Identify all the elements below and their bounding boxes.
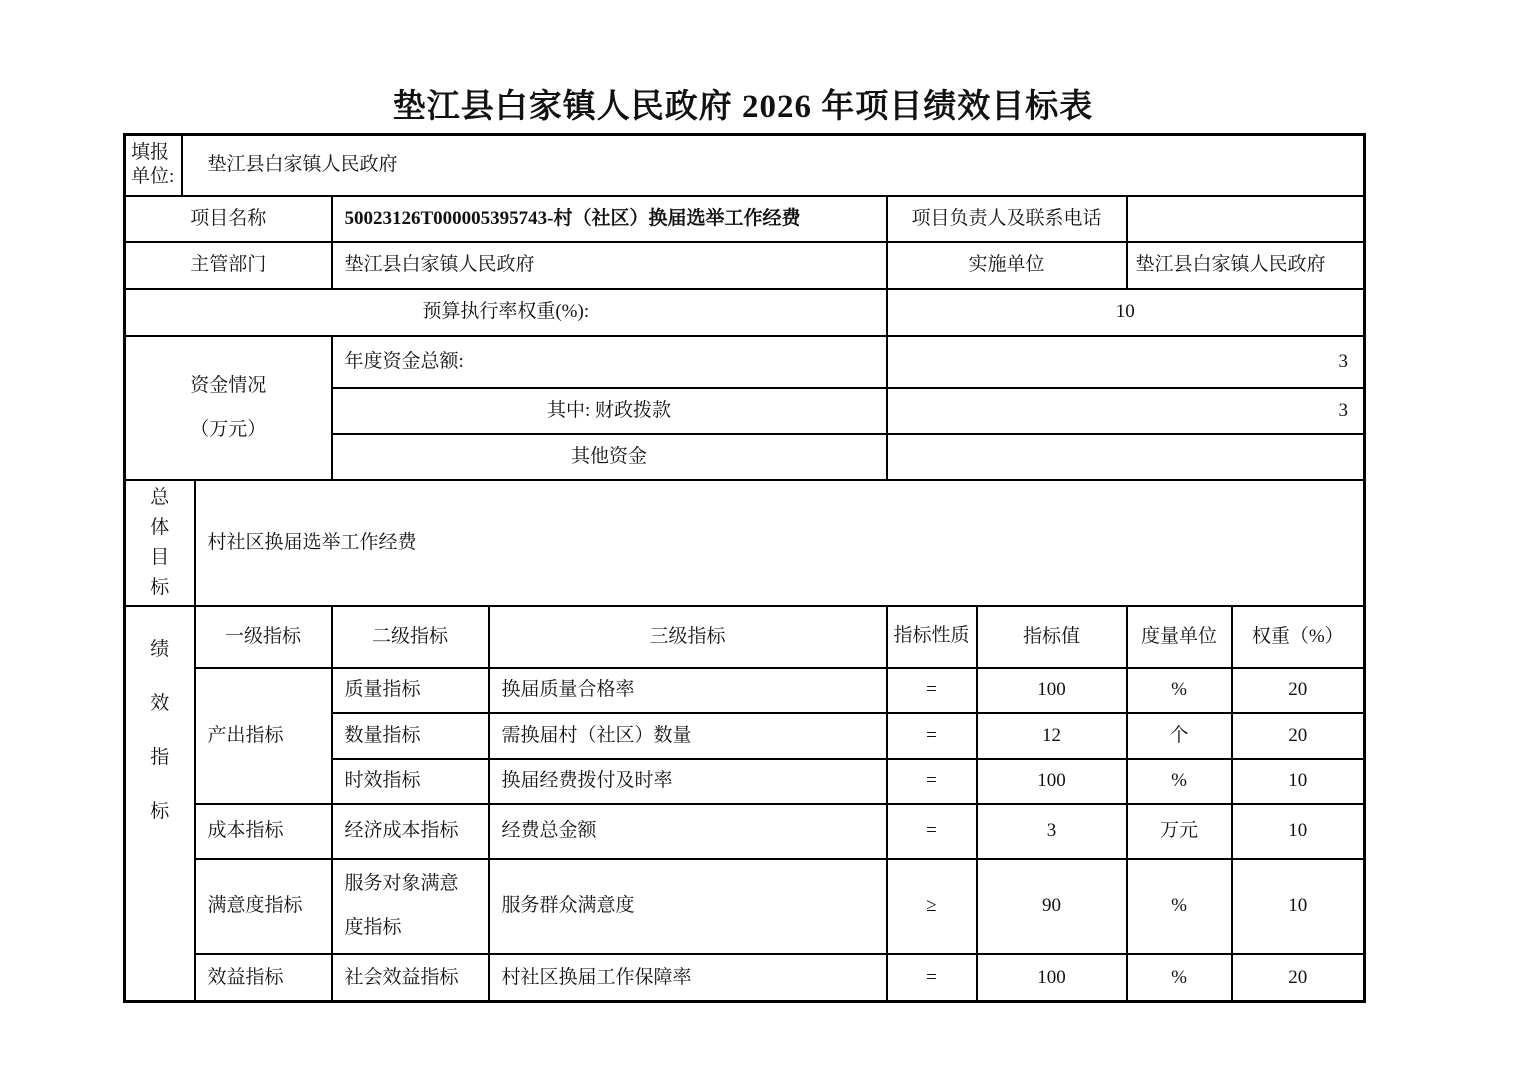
indicator-level2-cell: 质量指标 <box>332 668 489 713</box>
header-value: 指标值 <box>977 606 1127 668</box>
project-manager-value <box>1127 196 1365 242</box>
indicator-level2-cell: 服务对象满意度指标 <box>332 859 489 954</box>
indicator-level3-cell: 服务群众满意度 <box>489 859 887 954</box>
indicator-level1-cell: 成本指标 <box>195 804 332 859</box>
indicator-level1-cell: 满意度指标 <box>195 859 332 954</box>
reporting-unit-row <box>125 135 1365 196</box>
header-level1: 一级指标 <box>195 606 332 668</box>
budget-weight-label: 预算执行率权重(%): <box>125 289 887 336</box>
indicator-weight-cell: 10 <box>1232 804 1365 859</box>
indicator-level2-cell: 经济成本指标 <box>332 804 489 859</box>
funding-total-row <box>125 336 1365 388</box>
indicator-header-row <box>125 606 1365 668</box>
indicator-level1-cell: 产出指标 <box>195 668 332 804</box>
implementing-unit-label: 实施单位 <box>887 242 1127 289</box>
overall-goal-row <box>125 480 1365 606</box>
funding-total-label: 年度资金总额: <box>332 336 887 388</box>
project-name-value: 50023126T000005395743-村（社区）换届选举工作经费 <box>332 196 887 242</box>
indicator-weight-cell: 20 <box>1232 668 1365 713</box>
header-nature: 指标性质 <box>887 606 977 668</box>
budget-weight-value: 10 <box>887 289 1365 336</box>
indicator-unit-cell: 个 <box>1127 713 1232 759</box>
indicator-weight-cell: 20 <box>1232 713 1365 759</box>
funding-label-line1: 资金情况 <box>190 374 267 396</box>
indicator-nature-cell: = <box>887 759 977 804</box>
project-name-row <box>125 196 1365 242</box>
indicator-row <box>125 954 1365 1002</box>
header-level2: 二级指标 <box>332 606 489 668</box>
budget-weight-row <box>125 289 1365 336</box>
indicator-unit-cell: % <box>1127 954 1232 1002</box>
funding-other-label: 其他资金 <box>332 434 887 480</box>
indicator-nature-cell: = <box>887 713 977 759</box>
indicator-value-cell: 100 <box>977 668 1127 713</box>
indicator-nature-cell: = <box>887 668 977 713</box>
indicator-level3-cell: 换届经费拨付及时率 <box>489 759 887 804</box>
funding-section-label <box>125 336 332 480</box>
project-name-label: 项目名称 <box>125 196 332 242</box>
funding-fiscal-label: 其中: 财政拨款 <box>332 388 887 434</box>
reporting-unit-label: 填报单位: <box>125 135 182 196</box>
indicator-level3-cell: 村社区换届工作保障率 <box>489 954 887 1002</box>
indicator-level3-cell: 换届质量合格率 <box>489 668 887 713</box>
header-level3: 三级指标 <box>489 606 887 668</box>
overall-goal-label: 总 体 目 标 <box>125 480 195 606</box>
indicator-unit-cell: % <box>1127 668 1232 713</box>
indicator-level2-cell: 时效指标 <box>332 759 489 804</box>
indicator-level2-cell: 数量指标 <box>332 713 489 759</box>
overall-goal-value: 村社区换届选举工作经费 <box>195 480 1365 606</box>
indicator-nature-cell: = <box>887 804 977 859</box>
indicator-row <box>125 859 1365 954</box>
competent-department-label: 主管部门 <box>125 242 332 289</box>
funding-total-value: 3 <box>887 336 1365 388</box>
indicator-value-cell: 90 <box>977 859 1127 954</box>
performance-target-table <box>123 133 1366 1003</box>
indicator-row <box>125 804 1365 859</box>
indicator-weight-cell: 20 <box>1232 954 1365 1002</box>
header-weight: 权重（%） <box>1232 606 1365 668</box>
indicator-value-cell: 3 <box>977 804 1127 859</box>
page-title: 垫江县白家镇人民政府 2026 年项目绩效目标表 <box>392 89 1094 125</box>
competent-department-value: 垫江县白家镇人民政府 <box>332 242 887 289</box>
indicator-unit-cell: % <box>1127 859 1232 954</box>
indicator-row <box>125 668 1365 713</box>
header-unit: 度量单位 <box>1127 606 1232 668</box>
funding-other-value <box>887 434 1365 480</box>
indicator-value-cell: 12 <box>977 713 1127 759</box>
indicator-value-cell: 100 <box>977 954 1127 1002</box>
indicator-nature-cell: ≥ <box>887 859 977 954</box>
indicator-weight-cell: 10 <box>1232 759 1365 804</box>
department-row <box>125 242 1365 289</box>
indicator-level2-cell: 社会效益指标 <box>332 954 489 1002</box>
reporting-unit-value: 垫江县白家镇人民政府 <box>182 135 1365 196</box>
funding-fiscal-value: 3 <box>887 388 1365 434</box>
indicator-unit-cell: % <box>1127 759 1232 804</box>
indicator-weight-cell: 10 <box>1232 859 1365 954</box>
indicator-nature-cell: = <box>887 954 977 1002</box>
performance-indicator-section-label: 绩 效 指 标 <box>125 606 195 1002</box>
indicator-level1-cell: 效益指标 <box>195 954 332 1002</box>
indicator-level3-cell: 需换届村（社区）数量 <box>489 713 887 759</box>
implementing-unit-value: 垫江县白家镇人民政府 <box>1127 242 1365 289</box>
indicator-level3-cell: 经费总金额 <box>489 804 887 859</box>
project-manager-label: 项目负责人及联系电话 <box>887 196 1127 242</box>
indicator-unit-cell: 万元 <box>1127 804 1232 859</box>
indicator-value-cell: 100 <box>977 759 1127 804</box>
funding-label-line2: （万元） <box>190 418 267 440</box>
